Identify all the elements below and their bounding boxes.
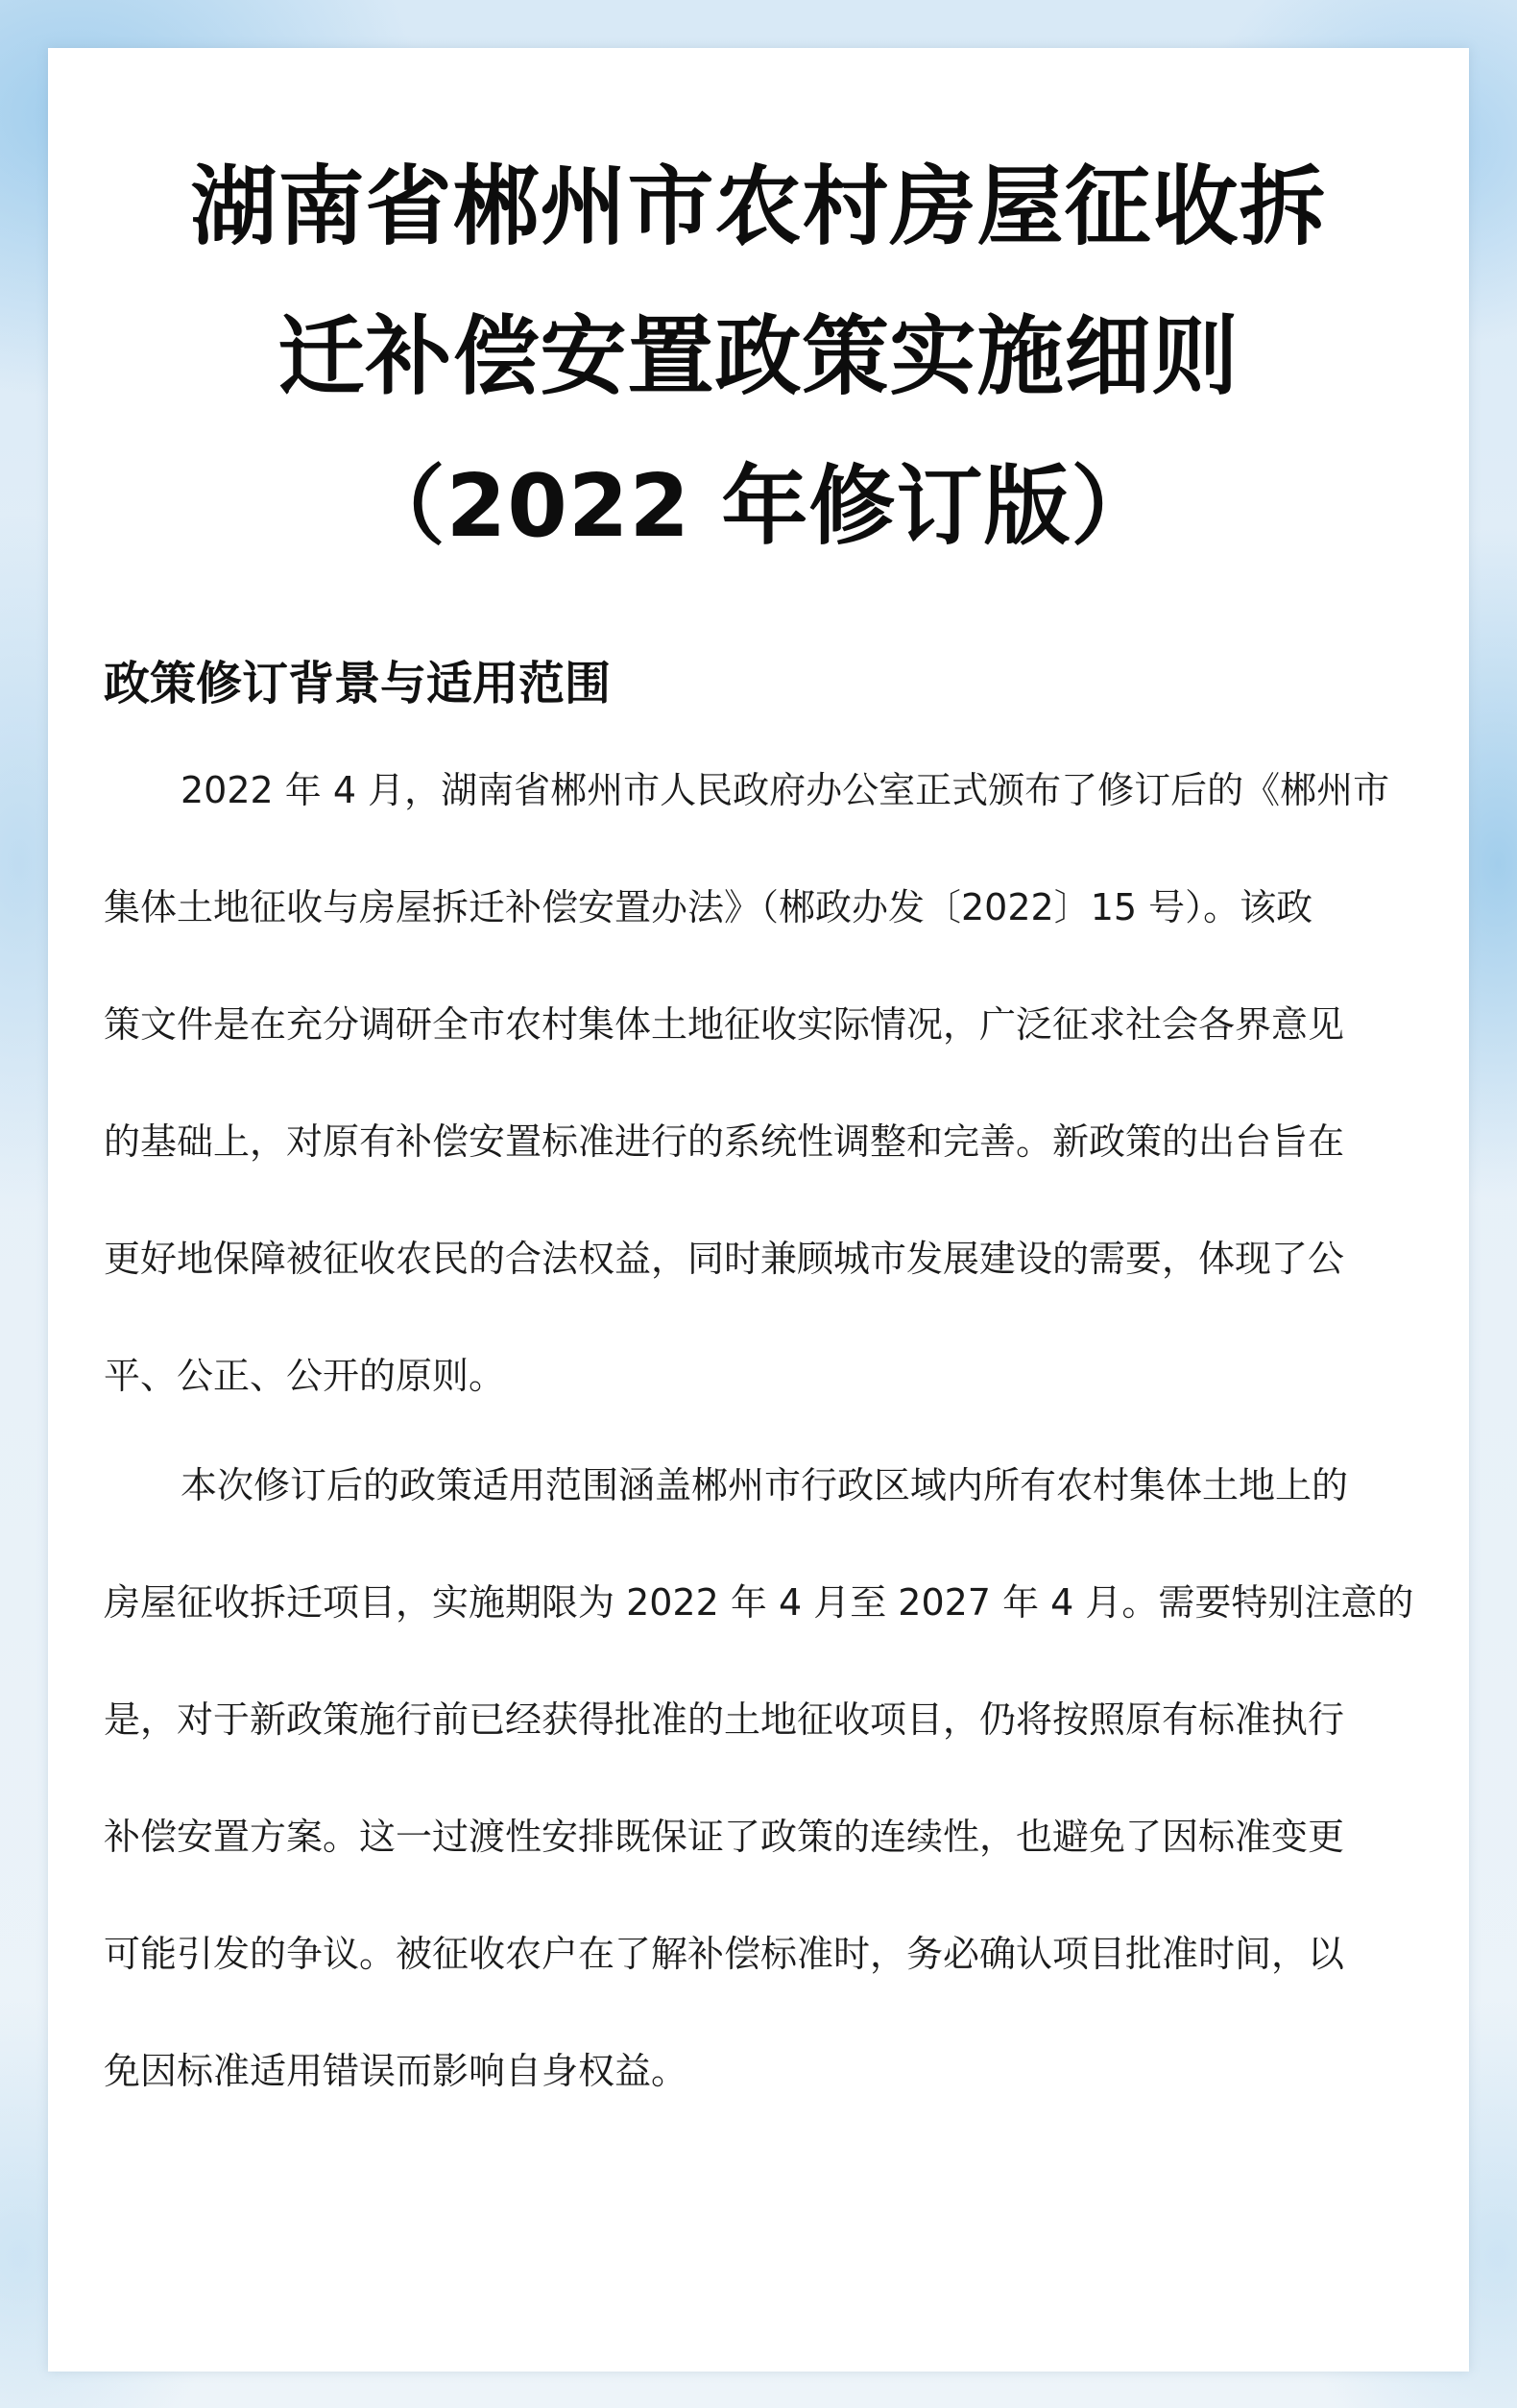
paragraph-line: 策文件是在充分调研全市农村集体土地征收实际情况，广泛征求社会各界意见 <box>104 1003 1345 1046</box>
paragraph-line: 免因标准适用错误而影响自身权益。 <box>104 2050 688 2092</box>
paragraph-line: 平、公正、公开的原则。 <box>104 1355 506 1397</box>
title-line-1: 湖南省郴州市农村房屋征收拆 <box>190 157 1327 257</box>
paragraph-line: 2022 年 4 月，湖南省郴州市人民政府办公室正式颁布了修订后的《郴州市 <box>181 769 1390 811</box>
paragraph-line: 的基础上，对原有补偿安置标准进行的系统性调整和完善。新政策的出台旨在 <box>104 1120 1345 1163</box>
document-title <box>0 132 1517 582</box>
title-line-2: 迁补偿安置政策实施细则 <box>277 306 1240 407</box>
paragraph-line: 集体土地征收与房屋拆迁补偿安置办法》（郴政办发〔2022〕15 号）。该政 <box>104 886 1313 928</box>
paragraph-line: 房屋征收拆迁项目，实施期限为 2022 年 4 月至 2027 年 4 月。需要特别注意的 <box>104 1581 1414 1624</box>
paragraph-applicable-scope <box>104 1427 1419 2130</box>
section-heading: 政策修订背景与适用范围 <box>104 657 612 710</box>
paragraph-line: 本次修订后的政策适用范围涵盖郴州市行政区域内所有农村集体土地上的 <box>181 1464 1349 1506</box>
title-line-3: （2022 年修订版） <box>358 456 1159 557</box>
paragraph-line: 可能引发的争议。被征收农户在了解补偿标准时，务必确认项目批准时间，以 <box>104 1933 1345 1975</box>
paragraph-line: 补偿安置方案。这一过渡性安排既保证了政策的连续性，也避免了因标准变更 <box>104 1816 1345 1858</box>
paragraph-policy-background <box>104 732 1419 1434</box>
paragraph-line: 更好地保障被征收农民的合法权益，同时兼顾城市发展建设的需要，体现了公 <box>104 1238 1345 1280</box>
paragraph-line: 是，对于新政策施行前已经获得批准的土地征收项目，仍将按照原有标准执行 <box>104 1698 1345 1741</box>
